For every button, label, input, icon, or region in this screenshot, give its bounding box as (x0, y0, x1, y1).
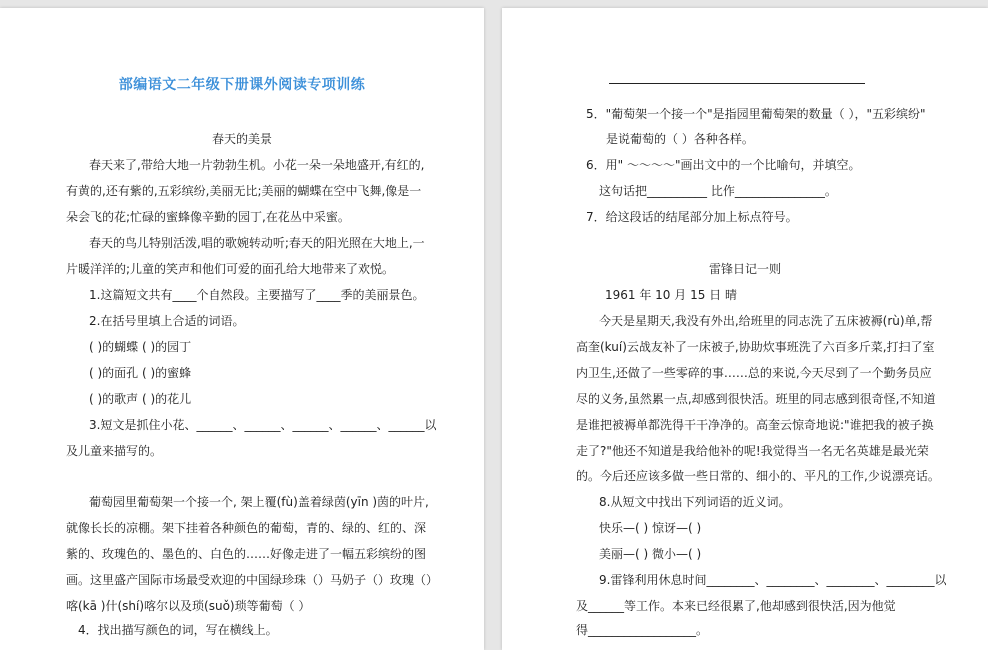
question-9: 9.雷锋利用休息时间________、________、________、________以 (599, 573, 947, 587)
paragraph-line: 是谁把被褥单都洗得干干净净的。高奎云惊奇地说:"谁把我的被子换 (576, 418, 934, 432)
question-4: 4．找出描写颜色的词，写在横线上。 (78, 623, 278, 637)
synonym-row: 美丽—( ) 微小—( ) (599, 547, 702, 561)
question-1: 1.这篇短文共有____个自然段。主要描写了____季的美丽景色。 (89, 288, 425, 302)
paragraph-line: 片暖洋洋的;儿童的笑声和他们可爱的面孔给大地带来了欢悦。 (66, 262, 395, 276)
paragraph-line: 有黄的,还有紫的,五彩缤纷,美丽无比;美丽的蝴蝶在空中飞舞,像是一 (66, 184, 422, 198)
answer-line (609, 83, 865, 84)
paragraph-line: 画。这里盛产国际市场最受欢迎的中国绿珍珠（）马奶子（）玫瑰（） (66, 573, 439, 587)
paragraph-line: 喀(kā )什(shí)喀尔以及琐(suǒ)琐等葡萄（ ） (66, 599, 311, 613)
question-3: 3.短文是抓住小花、______、______、______、______、______以 (89, 418, 437, 432)
paragraph-line: 春天来了,带给大地一片勃勃生机。小花一朵一朵地盛开,有红的, (89, 158, 425, 172)
paragraph-line: 今天是星期天,我没有外出,给班里的同志洗了五床被褥(rù)单,帮 (599, 314, 933, 328)
question-5-cont: 是说葡萄的（ ）各种各样。 (606, 132, 754, 146)
fill-blank-row: ( )的面孔 ( )的蜜蜂 (89, 366, 192, 380)
document-title: 部编语文二年级下册课外阅读专项训练 (118, 77, 366, 93)
paragraph-line: 尽的义务,虽然累一点,却感到很快活。班里的同志感到很奇怪,不知道 (576, 392, 936, 406)
question-9-cont: 得__________________。 (576, 623, 709, 637)
question-5: 5．"葡萄架一个接一个"是指园里葡萄架的数量（ ），"五彩缤纷" (586, 107, 926, 121)
fill-blank-row: ( )的歌声 ( )的花儿 (89, 392, 192, 406)
left-page (0, 8, 484, 650)
question-7: 7．给这段话的结尾部分加上标点符号。 (586, 210, 798, 224)
question-6: 6．用" ～～～～"画出文中的一个比喻句，并填空。 (586, 158, 861, 172)
paragraph-line: 紫的、玫瑰色的、墨色的、白色的……好像走进了一幅五彩缤纷的图 (66, 547, 427, 561)
question-6-fill: 这句话把__________ 比作_______________。 (599, 184, 837, 198)
question-3-cont: 及儿童来描写的。 (66, 444, 163, 458)
question-9-cont: 及______等工作。本来已经很累了,他却感到很快活,因为他觉 (576, 599, 896, 613)
paragraph-line: 内卫生,还做了一些零碎的事……总的来说,今天尽到了一个勤务员应 (576, 366, 932, 380)
right-page (502, 8, 988, 650)
paragraph-line: 高奎(kuí)云战友补了一床被子,协助炊事班洗了六百多斤菜,打扫了室 (576, 340, 935, 354)
question-2: 2.在括号里填上合适的词语。 (89, 314, 245, 328)
paragraph-line: 春天的鸟儿特别活泼,唱的歌婉转动听;春天的阳光照在大地上,一 (89, 236, 425, 250)
question-8: 8.从短文中找出下列词语的近义词。 (599, 495, 791, 509)
fill-blank-row: ( )的蝴蝶 ( )的园丁 (89, 340, 192, 354)
passage-title-leifeng: 雷锋日记一则 (708, 262, 781, 276)
diary-date: 1961 年 10 月 15 日 晴 (605, 288, 737, 302)
paragraph-line: 的。今后还应该多做一些日常的、细小的、平凡的工作,少说漂亮话。 (576, 469, 940, 483)
paragraph-line: 朵会飞的花;忙碌的蜜蜂像辛勤的园丁,在花丛中采蜜。 (66, 210, 350, 224)
synonym-row: 快乐—( ) 惊讶—( ) (599, 521, 702, 535)
paragraph-line: 走了?"他还不知道是我给他补的呢!我觉得当一名无名英雄是最光荣 (576, 444, 929, 458)
paragraph-line: 就像长长的凉棚。架下挂着各种颜色的葡萄，青的、绿的、红的、深 (66, 521, 427, 535)
passage-title-spring: 春天的美景 (211, 132, 272, 146)
paragraph-line: 葡萄园里葡萄架一个接一个, 架上覆(fù)盖着绿茵(yīn )茵的叶片, (89, 495, 429, 509)
